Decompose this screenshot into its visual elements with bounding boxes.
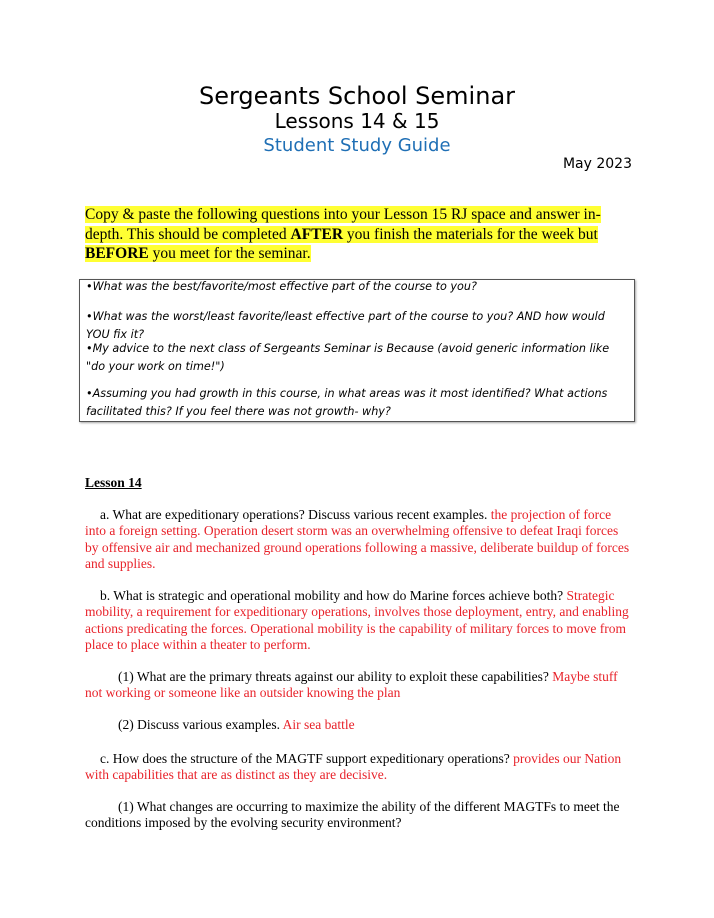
question-b2-text: (2) Discuss various examples. <box>118 717 280 732</box>
question-a-text: a. What are expeditionary operations? Discuss various recent examples. <box>100 507 488 522</box>
document-subtitle: Lessons 14 & 15 <box>274 109 440 133</box>
question-c <box>85 751 630 784</box>
reflection-question: •My advice to the next class of Sergeants Seminar is Because (avoid generic information like "do your work on time!") <box>86 342 610 373</box>
answer-a-text: the projection of force into a foreign setting. Operation desert storm was an overwhelming offensive to defeat Iraqi forces by offensive air and mechanized ground operations following a massive, deliberate buildup of forces and supplies. <box>85 507 630 572</box>
question-c-text: c. How does the structure of the MAGTF support expeditionary operations? <box>100 751 510 766</box>
answer-b2-text: Air sea battle <box>279 717 355 732</box>
instructions-paragraph <box>85 205 635 264</box>
answer-b1-text: Maybe stuff not working or someone like an outsider knowing the plan <box>85 669 618 701</box>
instructions-text-2: you finish the materials for the week but <box>343 225 598 243</box>
lesson-heading: Lesson 14 <box>85 475 142 490</box>
question-b <box>85 588 630 654</box>
instructions-highlight <box>85 206 601 262</box>
instructions-after-bold: AFTER <box>290 225 344 243</box>
answer-c-text: provides our Nation with capabilities that are as distinct as they are decisive. <box>85 751 622 783</box>
instructions-text-3: you meet for the seminar. <box>148 245 311 262</box>
answer-b-text: Strategic mobility, a requirement for expeditionary operations, involves those deployment, entry, and enabling actions predicating the forces. Operational mobility is the capability of military forces to move from place to place within a theater to perform. <box>85 588 629 653</box>
question-b2 <box>85 717 630 733</box>
instructions-text-1: Copy & paste the following questions into your Lesson 15 RJ space and answer in-depth. This should be completed <box>85 206 601 243</box>
reflection-question: •What was the best/favorite/most effective part of the course to you? <box>86 280 477 293</box>
question-b1 <box>85 669 630 702</box>
study-guide-heading: Student Study Guide <box>263 135 451 156</box>
question-c1 <box>85 799 630 832</box>
document-title: Sergeants School Seminar <box>198 82 516 110</box>
reflection-questions-box <box>79 279 635 422</box>
question-b1-text: (1) What are the primary threats against our ability to exploit these capabilities? <box>118 669 549 684</box>
question-a <box>85 507 630 573</box>
reflection-question: •Assuming you had growth in this course, in what areas was it most identified? What actions facilitated this? If you feel there was not growth- why? <box>86 387 608 418</box>
instructions-before-bold: BEFORE <box>85 245 149 262</box>
reflection-question: •What was the worst/least favorite/least effective part of the course to you? AND how would YOU fix it? <box>86 310 605 341</box>
document-date: May 2023 <box>562 156 632 172</box>
question-c1-text: (1) What changes are occurring to maximize the ability of the different MAGTFs to meet the conditions imposed by the evolving security environment? <box>85 799 620 831</box>
question-b-text: b. What is strategic and operational mobility and how do Marine forces achieve both? <box>100 588 564 603</box>
